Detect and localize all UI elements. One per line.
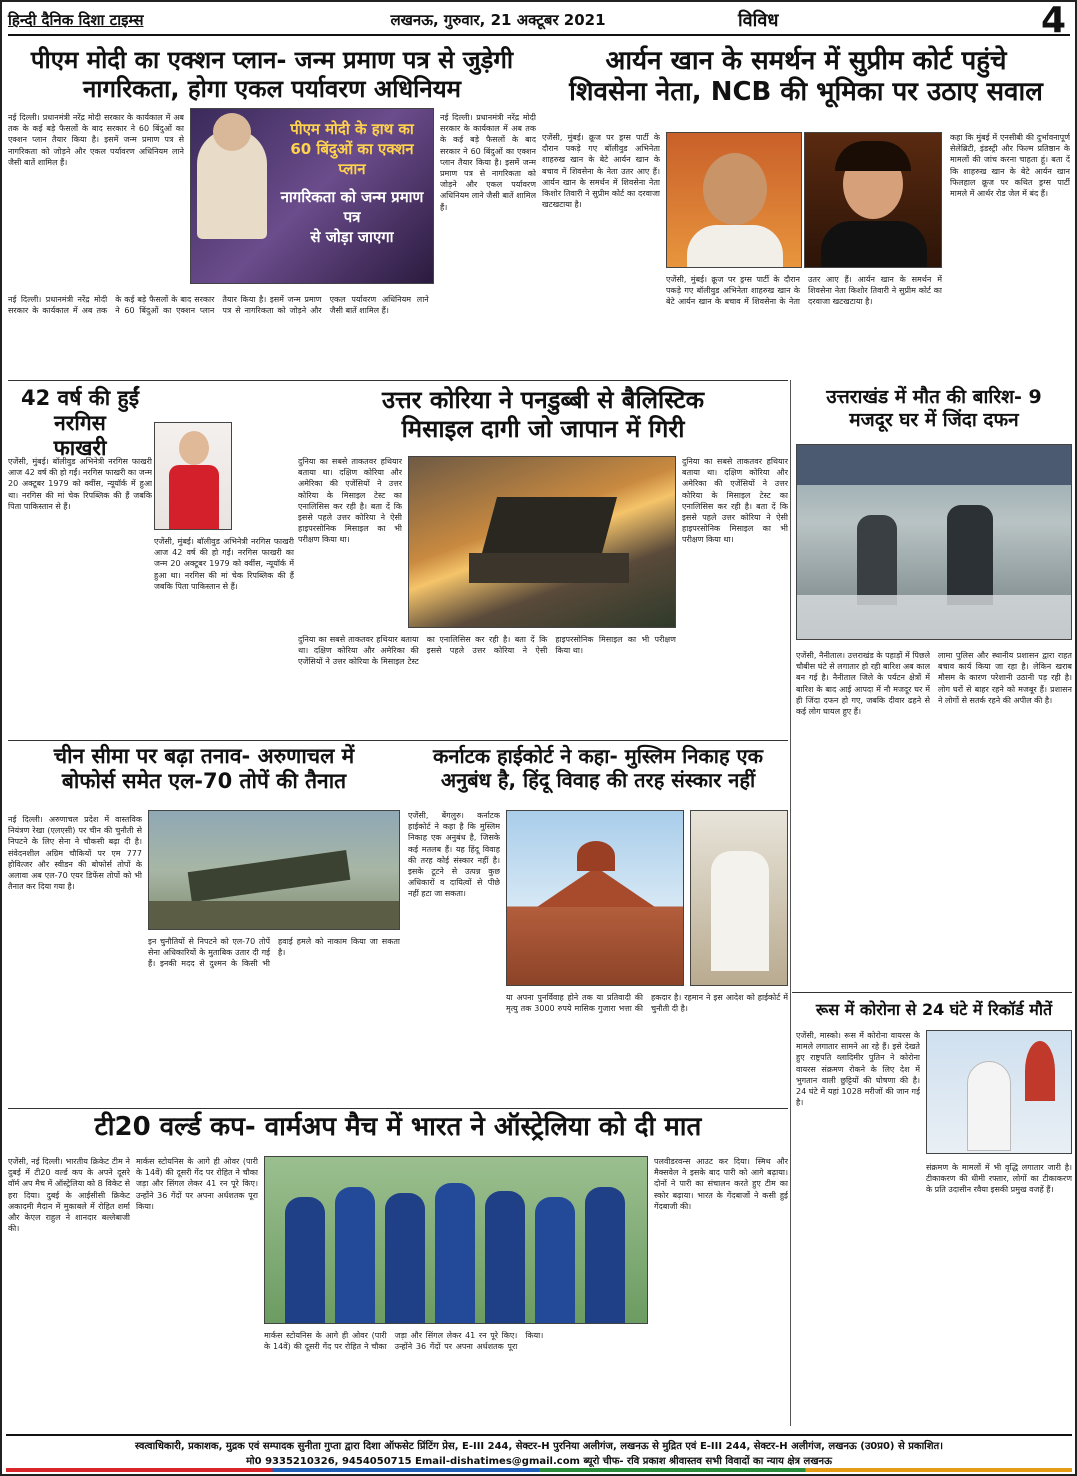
headline: 42 वर्ष की हुईं नरगिस <box>21 386 139 436</box>
photo-caption <box>273 113 431 277</box>
paper-name: हिन्दी दैनिक दिशा टाइम्स <box>8 11 144 29</box>
article-body-continued: या अपना पुनर्विवाह होने तक या प्रतिवादी की मृत्यु तक 3000 रुपये मासिक गुजारा भत्ता की हकदार है। रहमान ने इस आदेश को हाईकोर्ट में चुनौती दी है। <box>506 993 788 1014</box>
article-china-border <box>8 744 400 1104</box>
inset-line-2: 60 बिंदुओं का एक्शन प्लान <box>290 140 414 178</box>
headline-line-2: नागरिकता, होगा एकल पर्यावरण अधिनियम <box>82 74 461 103</box>
article-body-col-2: नई दिल्ली। प्रधानमंत्री नरेंद्र मोदी सरकार के कार्यकाल में अब तक के कई बड़े फैसलों के बाद सरकार ने 60 बिंदुओं का एक्शन प्लान तैयार किया है। इसमें जन्म प्रमाण पत्र से नागरिकता को जोड़ने और एकल पर्यावरण अधिनियम लाने जैसी बातें शामिल हैं। <box>440 113 536 212</box>
inset-line-3: नागरिकता को जन्म प्रमाण पत्र <box>280 188 424 226</box>
article-karnataka <box>408 744 788 1104</box>
article-body: दुनिया का सबसे ताकतवर हथियार बताया था। दक्षिण कोरिया और अमेरिका की एजेंसियों ने उत्तर कोरिया के मिसाइल टेस्ट का एनालिसिस कर रही है। बता दें कि इससे पहले उत्तर कोरिया ने ऐसी हाइपरसोनिक मिसाइल का भी परीक्षण किया था। <box>298 457 402 545</box>
headline-line-2: मजदूर घर में जिंदा दफन <box>849 408 1019 431</box>
headline-line-2: बोफोर्स समेत एल-70 तोपें की तैनात <box>61 769 347 794</box>
headline: चीन सीमा पर बढ़ा तनाव- अरुणाचल में <box>53 744 355 768</box>
article-body-col-right: दुनिया का सबसे ताकतवर हथियार बताया था। दक्षिण कोरिया और अमेरिका की एजेंसियों ने उत्तर कोरिया के मिसाइल टेस्ट का एनालिसिस कर रही है। बता दें कि इससे पहले उत्तर कोरिया ने ऐसी हाइपरसोनिक मिसाइल का भी परीक्षण किया था। <box>682 457 788 545</box>
high-court-photo <box>506 810 684 986</box>
headline: पीएम मोदी का एक्शन प्लान- जन्म प्रमाण पत्र से जुड़ेगी <box>30 46 514 74</box>
article-body-continued: नई दिल्ली। प्रधानमंत्री नरेंद्र मोदी सरकार के कार्यकाल में अब तक के कई बड़े फैसलों के बाद सरकार ने 60 बिंदुओं का एक्शन प्लान तैयार किया है। इसमें जन्म प्रमाण पत्र से नागरिकता को जोड़ने और एकल पर्यावरण अधिनियम लाने जैसी बातें शामिल हैं। <box>8 295 429 316</box>
nargis-body-continued: एजेंसी, मुंबई। बॉलीवुड अभिनेत्री नरगिस फाखरी आज 42 वर्ष की हो गईं। नरगिस फाखरी का जन्म 20 अक्टूबर 1979 को क्वींस, न्यूयॉर्क में हुआ था। नरगिस की मां चेक रिपब्लिक की हैं जबकि पिता पाकिस्तान से हैं। <box>154 537 294 591</box>
article-body-continued: एजेंसी, मुंबई। क्रूज पर ड्रग्स पार्टी के दौरान पकड़े गए बॉलीवुड अभिनेता शाहरुख खान के बेटे आर्यन खान के बचाव में शिवसेना के नेता उतर आए हैं। आर्यन खान के समर्थन में शिवसेना नेता किशोर तिवारी ने सुप्रीम कोर्ट का दरवाजा खटखटाया है। <box>666 275 942 307</box>
article-body-col-2: मार्कस स्टोयनिस के आगे ही ओवर (पारी के 14वें) की दूसरी गेंद पर रोहित ने चौका जड़ा और सिंगल लेकर 41 रन पूरे किए। उन्होंने 36 गेंदों पर अपना अर्धशतक पूरा किया। <box>136 1157 258 1211</box>
headline: उत्तराखंड में मौत की बारिश- 9 <box>826 386 1042 408</box>
headline: आर्यन खान के समर्थन में सुप्रीम कोर्ट पहुंचे <box>605 46 1007 76</box>
article-body: एजेंसी, मुंबई। बॉलीवुड अभिनेत्री नरगिस फाखरी आज 42 वर्ष की हो गईं। नरगिस फाखरी का जन्म 20 अक्टूबर 1979 को क्वींस, न्यूयॉर्क में हुआ था। नरगिस की मां चेक रिपब्लिक की हैं जबकि पिता पाकिस्तान से हैं। <box>8 457 152 511</box>
article-body-continued: दुनिया का सबसे ताकतवर हथियार बताया था। दक्षिण कोरिया और अमेरिका की एजेंसियों ने उत्तर कोरिया के मिसाइल टेस्ट का एनालिसिस कर रही है। बता दें कि इससे पहले उत्तर कोरिया ने ऐसी हाइपरसोनिक मिसाइल का भी परीक्षण किया था। <box>298 635 676 667</box>
issue-date: लखनऊ, गुरुवार, 21 अक्टूबर 2021 <box>390 11 606 29</box>
article-uttarakhand <box>796 386 1072 986</box>
headline-line-2: शिवसेना नेता, NCB की भूमिका पर उठाए सवाल <box>569 77 1043 108</box>
imprint-footer <box>6 1434 1072 1472</box>
article-body: नई दिल्ली। प्रधानमंत्री नरेंद्र मोदी सरकार के कार्यकाल में अब तक के कई बड़े फैसलों के बाद सरकार ने 60 बिंदुओं का एक्शन प्लान तैयार किया है। इसमें जन्म प्रमाण पत्र से नागरिकता को जोड़ने और एकल पर्यावरण अधिनियम लाने जैसी बातें शामिल हैं। <box>8 113 184 167</box>
article-body-continued: मार्कस स्टोयनिस के आगे ही ओवर (पारी के 14वें) की दूसरी गेंद पर रोहित ने चौका जड़ा और सिंगल लेकर 41 रन पूरे किए। उन्होंने 36 गेंदों पर अपना अर्धशतक पूरा किया। <box>264 1331 544 1352</box>
inset-line-1: पीएम मोदी के हाथ का <box>290 120 414 138</box>
article-body-col-2: लामा पुलिस और स्थानीय प्रशासन द्वारा राहत बचाव कार्य किया जा रहा है। लेकिन खराब मौसम के कारण परेशानी उठानी पड़ रही है। लोग घरों से बाहर रहने को मजबूर हैं। प्रशासन ने लोगों से सतर्क रहने की अपील की है। <box>938 651 1072 705</box>
article-nargis-fakhri <box>8 386 152 736</box>
headline: कर्नाटक हाईकोर्ट ने कहा- मुस्लिम निकाह एक <box>433 744 763 768</box>
nargis-photo <box>154 422 232 530</box>
section-name: विविध <box>738 10 779 31</box>
headline-line-2: फाखरी <box>53 436 107 461</box>
article-body: एजेंसी, बेंगलुरु। कर्नाटक हाईकोर्ट ने कहा है कि मुस्लिम निकाह एक अनुबंध है, जिसके कई मतलब हैं। यह हिंदू विवाह की तरह कोई संस्कार नहीं है। इसके टूटने से उत्पन्न कुछ अधिकारों व दायित्वों से पीछे नहीं हटा जा सकता। <box>408 811 500 899</box>
aryan-photo <box>804 132 942 268</box>
article-body: एजेंसी, नैनीताल। उत्तराखंड के पहाड़ों में पिछले चौबीस घंटे से लगातार हो रही बारिश अब काल बन गई है। नैनीताल जिले के पर्यटन क्षेत्रों में बारिश के बाद आई आपदा में नौ मजदूर घर में ही जिंदा दफन हो गए, जबकि दीवार ढहने से कई लोग घायल हुए हैं। <box>796 651 930 717</box>
masthead <box>8 0 1070 41</box>
nikah-photo <box>690 810 788 986</box>
imprint-line-2: मो0 9335210326, 9454050715 Email-dishatimes@gmail.com ब्यूरो चीफ- रवि प्रकाश श्रीवास्तव सभी विवादों का न्याय क्षेत्र लखनऊ <box>246 1456 832 1467</box>
article-body-col-right: कहा कि मुंबई में एनसीबी की दुर्भावनापूर्ण सेलेब्रिटी, इंडस्ट्री और फिल्म प्रतिष्ठान के मामलों की जांच करना चाहता हूं। बता दें कि शाहरुख खान के बेटे आर्यन खान फिलहाल क्रूज पर कथित ड्रग्स पार्टी मामले में आर्थर रोड जेल में बंद हैं। <box>950 133 1070 199</box>
inset-line-4: से जोड़ा जाएगा <box>310 228 394 246</box>
article-body: नई दिल्ली। अरुणाचल प्रदेश में वास्तविक नियंत्रण रेखा (एलएसी) पर चीन की चुनौती से निपटने के लिए सेना ने चौकसी बढ़ा दी है। संवेदनशील अग्रिम चौकियों पर एम 777 होवित्जर और स्वीडन की बोफोर्स तोपों के अलावा अब एल-70 एयर डिफेंस तोपों को भी तैनात कर दिया गया है। <box>8 815 142 892</box>
headline-line-2: अनुबंध है, हिंदू विवाह की तरह संस्कार नहीं <box>440 768 756 792</box>
cricket-team-photo <box>264 1156 648 1324</box>
article-body: एजेंसी, मास्को। रूस में कोरोना वायरस के मामले लगातार सामने आ रहे हैं। इसे देखते हुए राष्ट्रपति व्लादिमीर पुतिन ने कोरोना वायरस संक्रमण रोकने के लिए देश में भुगतान वाली छुट्टियों की घोषणा की है। 24 घंटे में यहां 1028 मरीजों की जान गई है। <box>796 1031 920 1108</box>
page-number: 4 <box>1040 0 1066 41</box>
article-north-korea <box>298 386 788 736</box>
pm-photo <box>190 108 434 284</box>
article-aryan-khan <box>542 46 1070 376</box>
article-body: एजेंसी, मुंबई। क्रूज पर ड्रग्स पार्टी के दौरान पकड़े गए बॉलीवुड अभिनेता शाहरुख खान के बेटे आर्यन खान के बचाव में शिवसेना के नेता उतर आए हैं। आर्यन खान के समर्थन में शिवसेना नेता किशोर तिवारी ने सुप्रीम कोर्ट का दरवाजा खटखटाया है। <box>542 133 660 210</box>
headline: टी20 वर्ल्ड कप- वार्मअप मैच में भारत ने ऑस्ट्रेलिया को दी मात <box>94 1112 702 1142</box>
headline: उत्तर कोरिया ने पनडुब्बी से बैलिस्टिक <box>381 386 705 414</box>
missile-launch-photo <box>408 456 676 628</box>
footer-color-bar <box>6 1468 1072 1472</box>
article-body-col-2: संक्रमण के मामलों में भी वृद्धि लगातार जारी है। टीकाकरण की धीमी रफ्तार, लोगों का टीकाकरण के प्रति उदासीन रवैया इसकी प्रमुख वजहें हैं। <box>926 1163 1072 1195</box>
flood-photo <box>796 444 1072 640</box>
imprint-line-1: स्वत्वाधिकारी, प्रकाशक, मुद्रक एवं सम्पादक सुनीता गुप्ता द्वारा दिशा ऑफसेट प्रिंटिंग प्रेस, E-III 244, सेक्टर-H पुरनिया अलीगंज, लखनऊ से मुद्रित एवं E-III 244, सेक्टर-H अलीगंज, लखनऊ (उ0प्र0) से प्रकाशित। <box>134 1441 944 1452</box>
article-body: एजेंसी, नई दिल्ली। भारतीय क्रिकेट टीम ने दुबई में टी20 वर्ल्ड कप के अपने दूसरे वॉर्म अप मैच में ऑस्ट्रेलिया को 8 विकेट से हरा दिया। दुबई के आईसीसी क्रिकेट अकादमी मैदान में मुकाबले में रोहित शर्मा और केएल राहुल ने शानदार बल्लेबाजी की। <box>8 1157 130 1234</box>
article-pm-modi <box>8 46 536 401</box>
headline-line-2: मिसाइल दागी जो जापान में गिरी <box>401 414 685 443</box>
headline: रूस में कोरोना से 24 घंटे में रिकॉर्ड मौतें <box>815 1000 1053 1019</box>
artillery-photo <box>148 810 400 930</box>
article-russia <box>796 1000 1072 1428</box>
article-body-col-right: पलवीडरवन्स आउट कर दिया। स्मिथ और मैक्सवेल ने इसके बाद पारी को आगे बढ़ाया। दोनों ने पारी का संचालन करते हुए टीम का स्कोर बढ़ाया। भारत के गेंदबाजों ने कसी हुई गेंदबाजी की। <box>654 1157 788 1211</box>
uddhav-photo <box>666 132 802 268</box>
russia-photo <box>926 1030 1072 1154</box>
article-t20-cricket <box>8 1112 788 1430</box>
article-body-continued: इन चुनौतियों से निपटने को एल-70 तोपें सेना अधिकारियों के मुताबिक उतार दी गई हैं। इनकी मदद से दुश्मन के किसी भी हवाई हमले को नाकाम किया जा सकता है। <box>148 937 400 969</box>
